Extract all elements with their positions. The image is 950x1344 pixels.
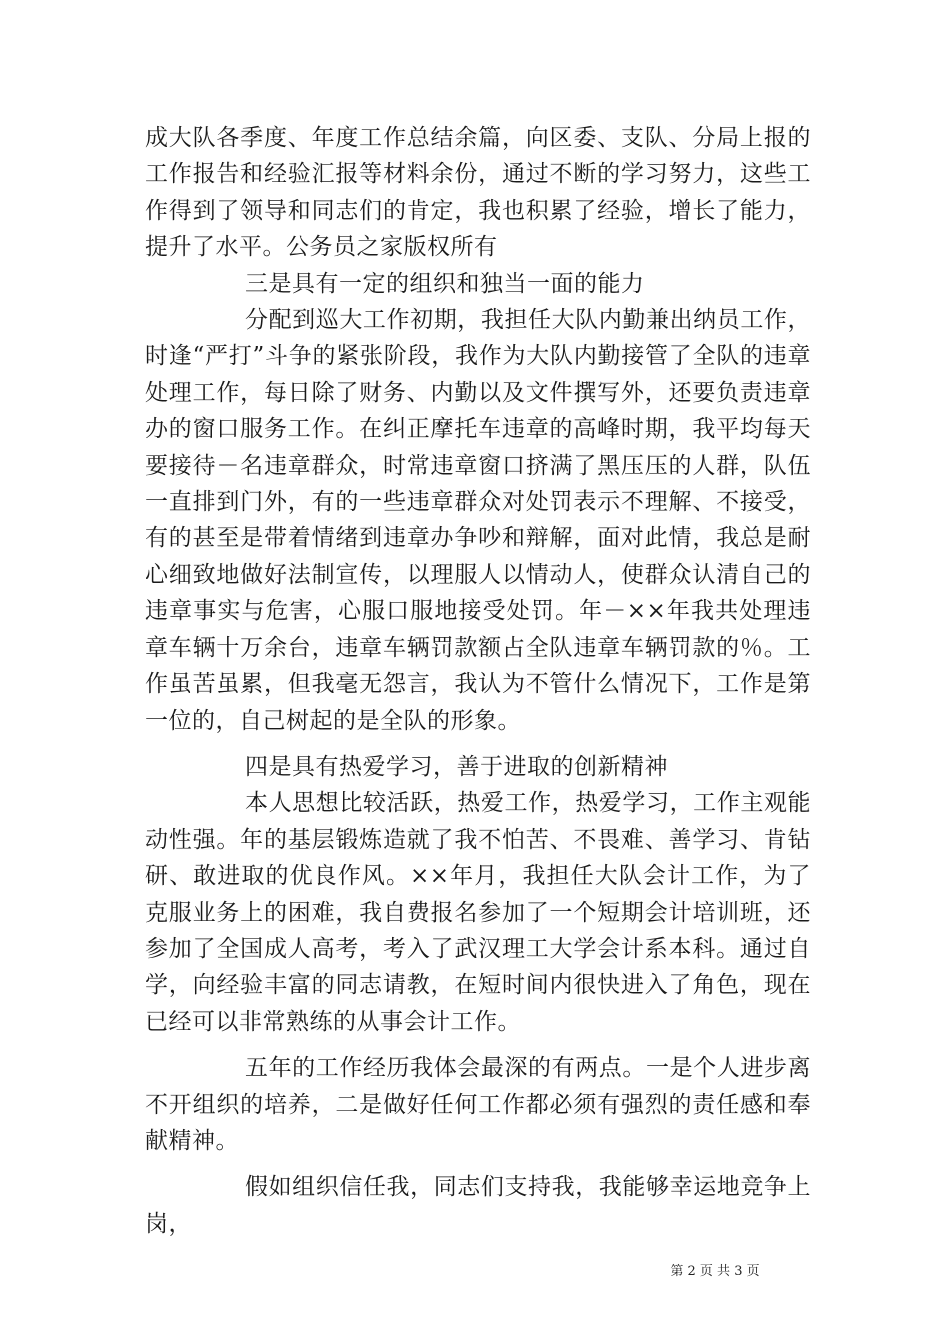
paragraph-1: 成大队各季度、年度工作总结余篇，向区委、支队、分局上报的工作报告和经验汇报等材料余份，通过不断的学习努力，这些工作得到了领导和同志们的肯定，我也积累了经验，增长了能力，提升了水平。公务员之家版权所有 [145,125,811,261]
paragraph-experience: 五年的工作经历我体会最深的有两点。一是个人进步离不开组织的培养，二是做好任何工作都必须有强烈的责任感和奉献精神。 [145,1055,811,1154]
paragraph-self-study: 本人思想比较活跃，热爱工作，热爱学习，工作主观能动性强。年的基层锻炼造就了我不怕苦、不畏难、善学习、肯钻研、敢进取的优良作风。××年月，我担任大队会计工作，为了克服业务上的困难，我自费报名参加了一个短期会计培训班，还参加了全国成人高考，考入了武汉理工大学会计系本科。通过自学，向经验丰富的同志请教，在短时间内很快进入了角色，现在已经可以非常熟练的从事会计工作。 [145,790,811,1035]
paragraph-conclusion-start: 假如组织信任我，同志们支持我，我能够幸运地竞争上岗， [145,1174,811,1237]
page-footer [0,1260,950,1279]
heading-organization-ability: 三是具有一定的组织和独当一面的能力 [245,270,645,297]
paragraph-violation-handling: 分配到巡大工作初期，我担任大队内勤兼出纳员工作，时逢“严打”斗争的紧张阶段，我作为大队内勤接管了全队的违章处理工作，每日除了财务、内勤以及文件撰写外，还要负责违章办的窗口服务工作。在纠正摩托车违章的高峰时期，我平均每天要接待－名违章群众，时常违章窗口挤满了黑压压的人群，队伍一直排到门外，有的一些违章群众对处罚表示不理解、不接受，有的甚至是带着情绪到违章办争吵和辩解，面对此情，我总是耐心细致地做好法制宣传，以理服人以情动人，使群众认清自己的违章事实与危害，心服口服地接受处罚。年－××年我共处理违章车辆十万余台，违章车辆罚款额占全队违章车辆罚款的％。工作虽苦虽累，但我毫无怨言，我认为不管什么情况下，工作是第一位的，自己树起的是全队的形象。 [145,307,811,734]
heading-learning-spirit: 四是具有热爱学习，善于进取的创新精神 [245,753,668,780]
page-number: 第 2 页 共 3 页 [670,1264,760,1279]
document-body [145,120,811,1242]
